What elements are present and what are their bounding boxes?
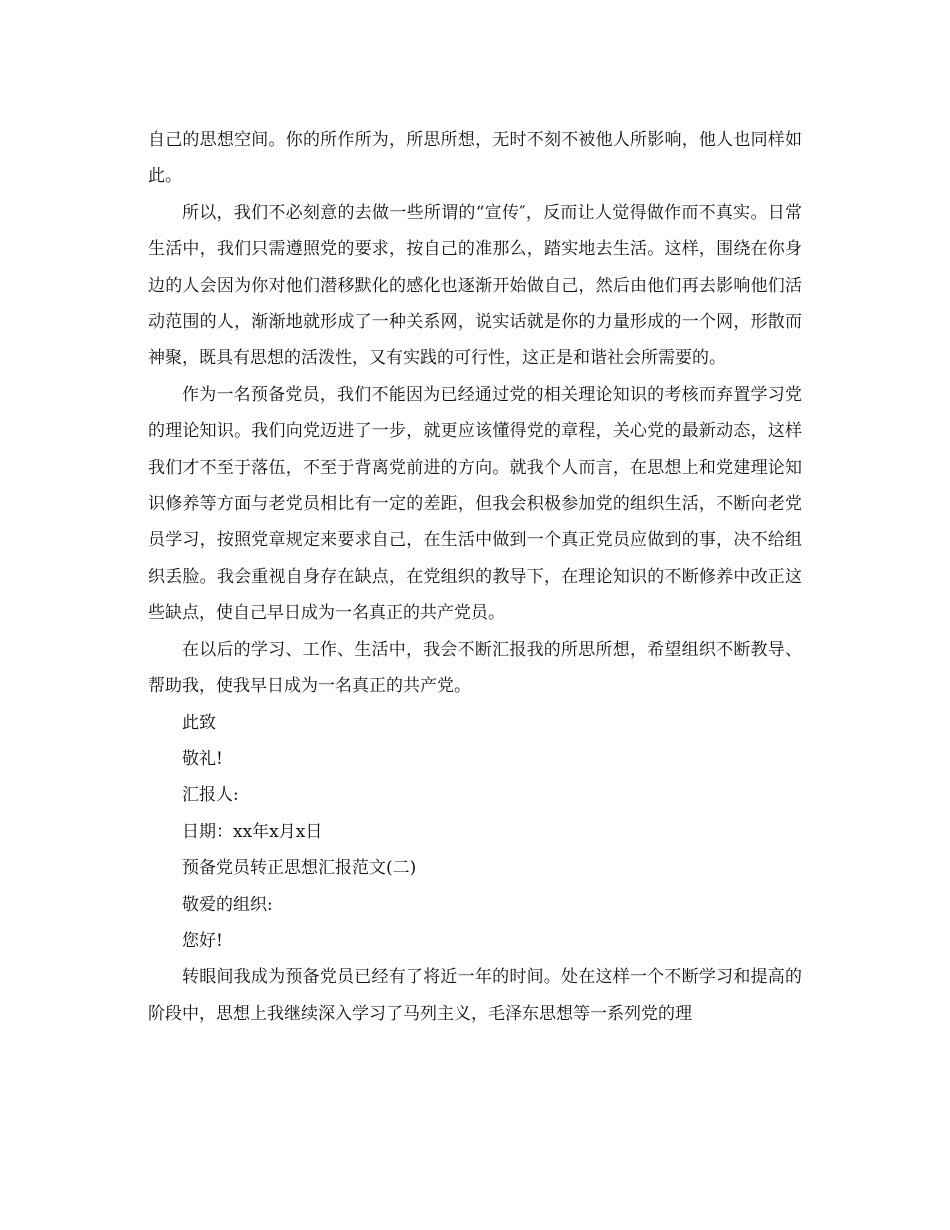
closing-regards: 敬礼! [182, 748, 223, 769]
closing-salutation: 此致 [182, 712, 216, 733]
paragraph-probationary-member: 作为一名预备党员，我们不能因为已经通过党的相关理论知识的考核而弃置学习党的理论知识。我们向党迈进了一步，就更应该懂得党的章程，关心党的最新动态，这样我们才不至于落伍，不至于背离党前进的方向。就我个人而言，在思想上和党建理论知识修养等方面与老党员相比有一定的差距，但我会积极参加党的组织生活，不断向老党员学习，按照党章规定来要求自己，在生活中做到一个真正党员应做到的事，决不给组织丢脸。我会重视自身存在缺点，在党组织的教导下，在理论知识的不断修养中改正这些缺点，使自己早日成为一名真正的共产党员。 [148, 384, 802, 624]
paragraph-intro-second: 转眼间我成为预备党员已经有了将近一年的时间。处在这样一个不断学习和提高的阶段中，思想上我继续深入学习了马列主义，毛泽东思想等一系列党的理 [148, 967, 802, 1024]
greeting-organization: 敬爱的组织: [182, 894, 273, 915]
section-title: 预备党员转正思想汇报范文(二) [182, 858, 417, 879]
reporter-line: 汇报人: [182, 785, 239, 806]
date-line: 日期：xx年x月x日 [182, 821, 323, 842]
paragraph-propaganda: 所以，我们不必刻意的去做一些所谓的“宣传″，反而让人觉得做作而不真实。日常生活中，我们只需遵照党的要求，按自己的准那么，踏实地去生活。这样，围绕在你身边的人会因为你对他们潜移默化的感化也逐渐开始做自己，然后由他们再去影响他们活动范围的人，渐渐地就形成了一种关系网，说实话就是你的力量形成的一个网，形散而神聚，既具有思想的活泼性，又有实践的可行性，这正是和谐社会所需要的。 [148, 202, 802, 369]
paragraph-future-report: 在以后的学习、工作、生活中，我会不断汇报我的所思所想，希望组织不断教导、帮助我，使我早日成为一名真正的共产党。 [148, 639, 802, 697]
greeting-hello: 您好! [182, 930, 223, 951]
paragraph-continuation: 自己的思想空间。你的所作所为，所思所想，无时不刻不被他人所影响，他人也同样如此。 [148, 130, 802, 187]
document-body [148, 122, 802, 1032]
